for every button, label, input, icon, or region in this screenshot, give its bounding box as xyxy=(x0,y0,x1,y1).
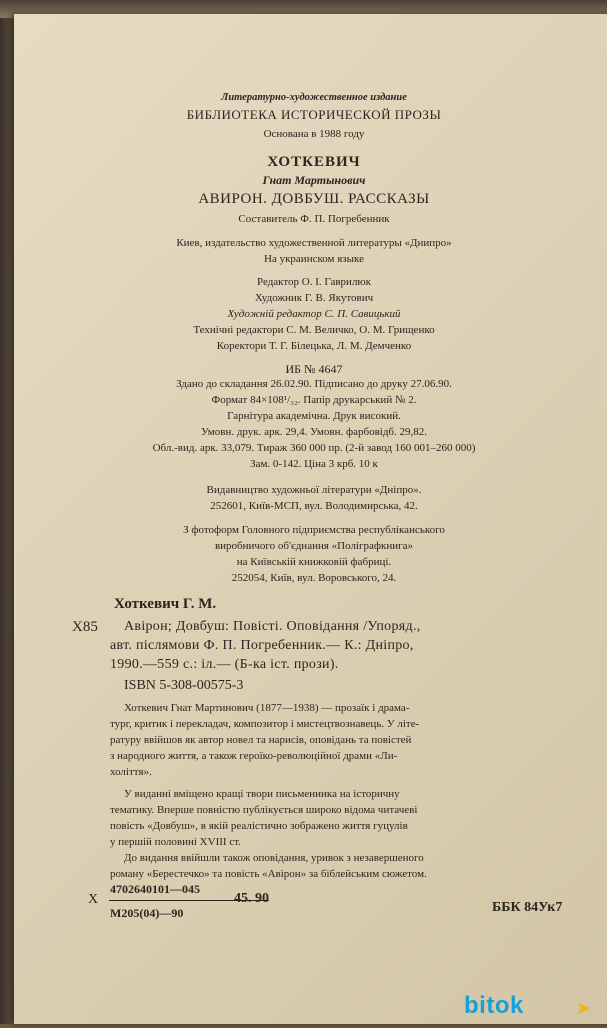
bbk-code: ББК 84Ук7 xyxy=(492,900,563,915)
arrow-icon: ➤ xyxy=(576,998,592,1018)
edition-type: Литературно-художественное издание xyxy=(221,92,407,103)
imprint-line-5: Обл.-вид. арк. 33,079. Тираж 360 000 пр. (2-й завод 160 001–260 000) xyxy=(152,442,476,454)
annotation-line-2: тург, критик і перекладач, композитор і мистецтвознавець. У літе- xyxy=(110,718,420,730)
catalog-entry-1: Авірон; Довбуш: Повісті. Оповідання /Упоряд., xyxy=(124,619,421,634)
annotation-line-3: ратуру ввійшов як автор новел та нарисів, оповідань та повістей xyxy=(110,734,412,746)
series-title: БИБЛИОТЕКА ИСТОРИЧЕСКОЙ ПРОЗЫ xyxy=(186,107,442,122)
footer-numerator: 4702640101—045 xyxy=(110,882,200,896)
annotation-line-7: тематику. Вперше повністю публікується широко відома читачеві xyxy=(110,804,418,816)
series-founded: Основана в 1988 году xyxy=(263,128,365,140)
publisher-name: Видавництво художньої літератури «Дніпро». xyxy=(206,484,422,496)
printer-line-1: З фотоформ Головного підприємства республіканського xyxy=(183,524,445,536)
catalog-heading: Хоткевич Г. М. xyxy=(114,596,217,612)
author-name: Гнат Мартынович xyxy=(262,173,366,187)
printer-line-3: на Київській книжковій фабриці. xyxy=(236,556,392,568)
imprint-line-4: Умовн. друк. арк. 29,4. Умовн. фарбовідб. 29,82. xyxy=(200,426,428,438)
language-line: На украинском языке xyxy=(264,253,364,265)
book-page xyxy=(14,14,607,1024)
credit-editor: Редактор О. І. Гаврилюк xyxy=(256,276,371,288)
annotation-line-6: У виданні вміщено кращі твори письменника на історичну xyxy=(124,788,400,800)
credit-tech-editors: Технічні редактори С. М. Величко, О. М. Грищенко xyxy=(193,324,435,336)
credit-artist: Художник Г. В. Якутович xyxy=(254,292,374,304)
ib-number: ИБ № 4647 xyxy=(285,362,343,376)
annotation-line-4: з народного життя, а також героїко-революційної драми «Ли- xyxy=(110,750,398,762)
watermark-text: bitok xyxy=(464,992,524,1019)
imprint-line-3: Гарнітура академічна. Друк високий. xyxy=(227,410,401,422)
catalog-entry-2: авт. післямови Ф. П. Погребенник.— К.: Дніпро, xyxy=(110,638,414,653)
catalog-entry-3: 1990.—559 с.: іл.— (Б-ка іст. прози). xyxy=(110,657,339,672)
catalog-isbn: ISBN 5-308-00575-3 xyxy=(124,678,244,693)
footer-denominator: М205(04)—90 xyxy=(110,906,184,920)
compiler: Составитель Ф. П. Погребенник xyxy=(238,213,390,225)
printer-line-4: 252054, Київ, вул. Воровського, 24. xyxy=(231,572,397,584)
annotation-line-9: у першій половині XVIII ст. xyxy=(110,836,241,848)
annotation-line-5: холіття». xyxy=(110,766,152,778)
imprint-line-6: Зам. 0-142. Ціна 3 крб. 10 к xyxy=(250,458,378,470)
annotation-line-11: роману «Берестечко» та повість «Авірон» за біблейським сюжетом. xyxy=(110,868,427,880)
imprint-line-1: Здано до складання 26.02.90. Підписано до друку 27.06.90. xyxy=(176,378,452,390)
annotation-line-1: Хоткевич Гнат Мартинович (1877—1938) — прозаїк і драма- xyxy=(124,702,410,714)
imprint-line-2: Формат 84×108¹/₃₂. Папір друкарський № 2. xyxy=(211,394,417,406)
printer-line-2: виробничого об'єднання «Поліграфкнига» xyxy=(214,540,414,552)
publisher-line: Киев, издательство художественной литературы «Днипро» xyxy=(176,237,452,249)
catalog-code: Х85 xyxy=(72,619,98,635)
book-title: АВИРОН. ДОВБУШ. РАССКАЗЫ xyxy=(198,191,430,207)
footer-code: 45. 90 xyxy=(234,891,269,906)
annotation-line-8: повість «Довбуш», в якій реалістично зображено життя гуцулів xyxy=(110,820,408,832)
watermark-logo xyxy=(464,984,607,1028)
footer-x: Х xyxy=(88,892,99,907)
author-surname: ХОТКЕВИЧ xyxy=(267,154,361,170)
annotation-line-10: До видання ввійшли також оповідання, уривок з незавершеного xyxy=(124,852,424,864)
credit-proofreaders: Коректори Т. Г. Білецька, Л. М. Демченко xyxy=(216,340,412,352)
credit-art-editor: Художній редактор С. П. Савицький xyxy=(227,308,401,320)
publisher-address: 252601, Київ-МСП, вул. Володимирська, 42. xyxy=(210,500,418,512)
